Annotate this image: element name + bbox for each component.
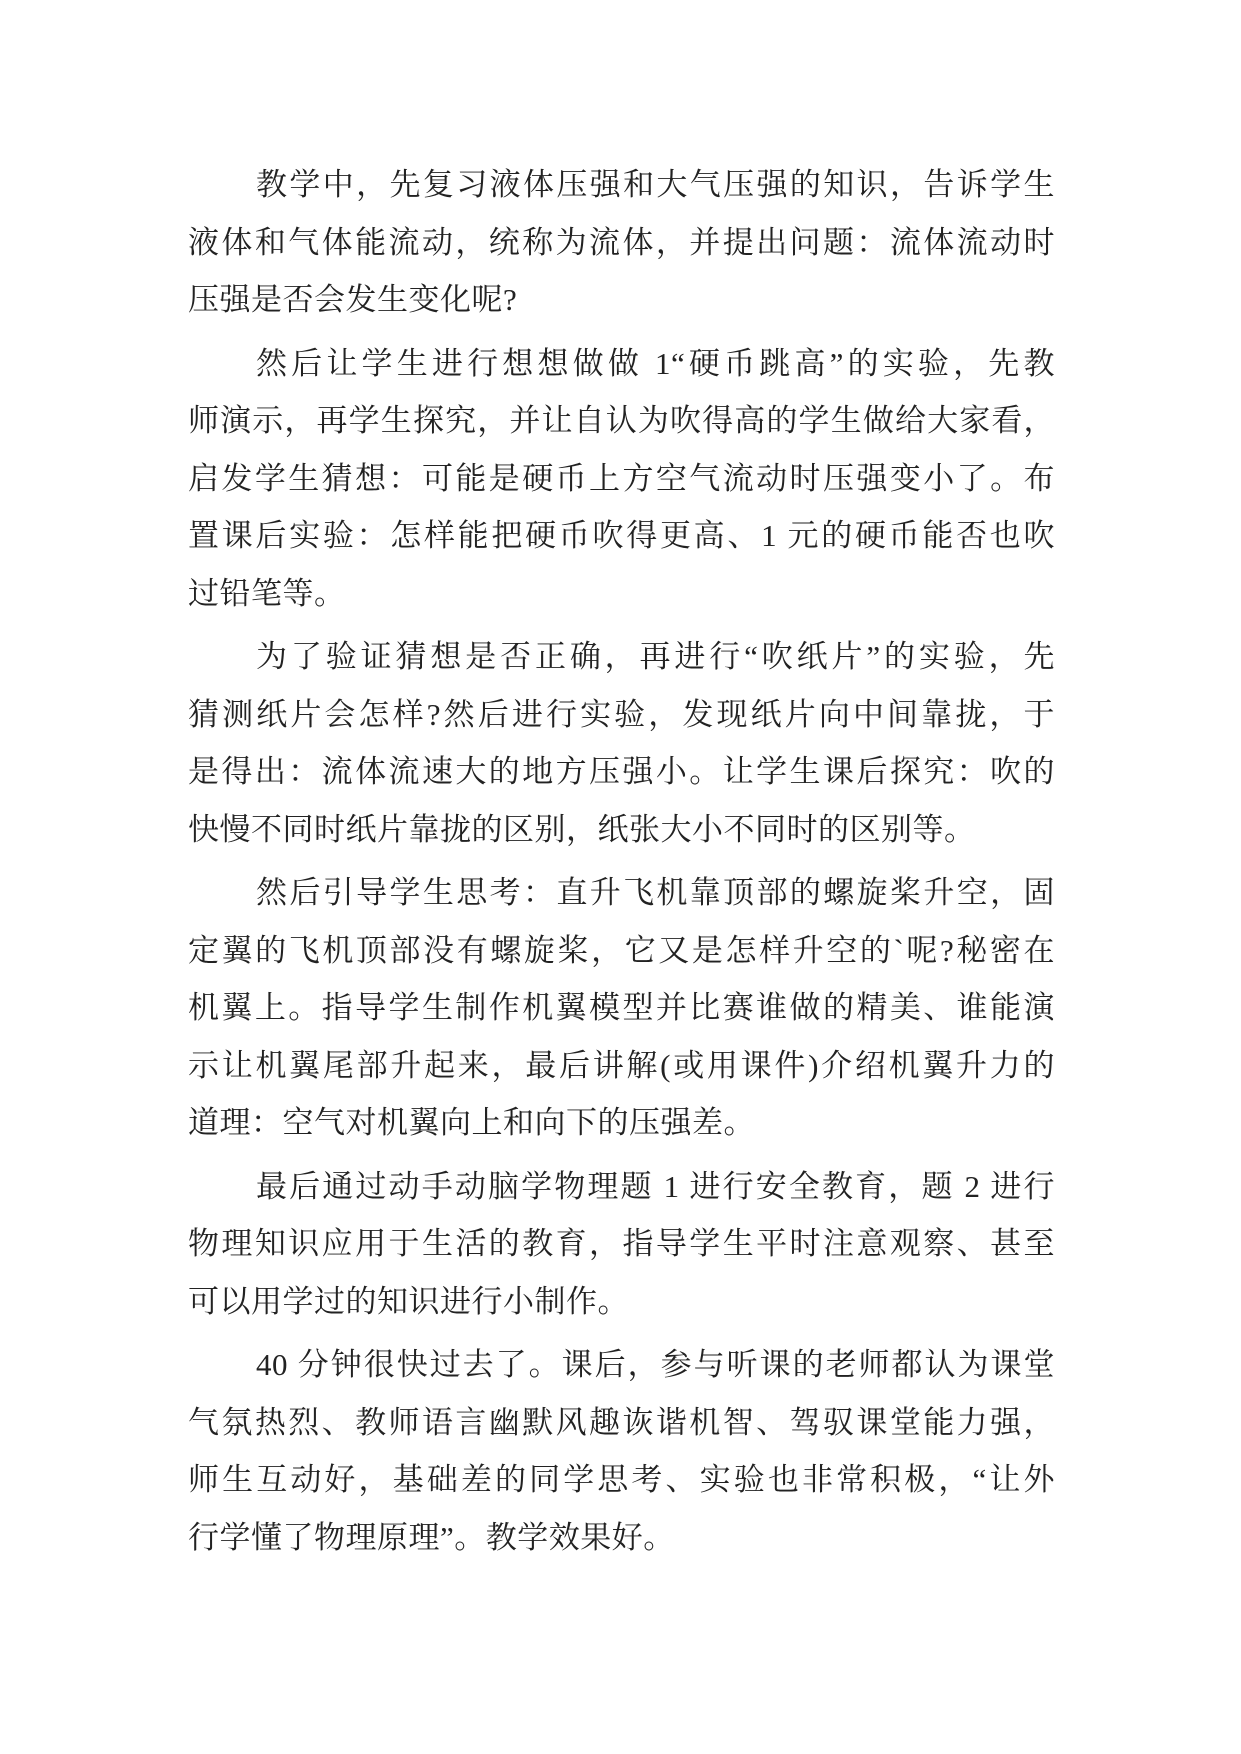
paragraph-line: 教学中，先复习液体压强和大气压强的知识，告诉学生: [256, 167, 1055, 202]
paragraph-line: 启发学生猜想：可能是硬币上方空气流动时压强变小了。布: [188, 460, 1055, 496]
paragraph-line: 置课后实验：怎样能把硬币吹得更高、1 元的硬币能否也吹: [188, 518, 1055, 553]
paragraph-line: 压强是否会发生变化呢?: [188, 282, 518, 317]
paragraph: [188, 1336, 1055, 1566]
paragraph-line: 定翼的飞机顶部没有螺旋桨，它又是怎样升空的`呢?秘密在: [188, 932, 1055, 968]
paragraph-line: 液体和气体能流动，统称为流体，并提出问题：流体流动时: [188, 224, 1055, 260]
paragraph: [188, 1158, 1055, 1331]
paragraph-line: 师演示，再学生探究，并让自认为吹得高的学生做给大家看，: [188, 403, 1055, 438]
paragraph-line: 然后让学生进行想想做做 1“硬币跳高”的实验，先教: [256, 345, 1055, 381]
paragraph-line: 示让机翼尾部升起来，最后讲解(或用课件)介绍机翼升力的: [188, 1047, 1055, 1083]
paragraph: [188, 156, 1055, 329]
paragraph-line: 为了验证猜想是否正确，再进行“吹纸片”的实验，先: [256, 639, 1055, 674]
paragraph-line: 快慢不同时纸片靠拢的区别，纸张大小不同时的区别等。: [188, 811, 976, 847]
paragraph-line: 最后通过动手动脑学物理题 1 进行安全教育，题 2 进行: [256, 1168, 1055, 1204]
paragraph: [188, 628, 1055, 858]
paragraph-line: 然后引导学生思考：直升飞机靠顶部的螺旋桨升空，固: [256, 875, 1055, 910]
paragraph: [188, 864, 1055, 1152]
paragraph-line: 是得出：流体流速大的地方压强小。让学生课后探究：吹的: [188, 754, 1055, 789]
paragraph-line: 40 分钟很快过去了。课后，参与听课的老师都认为课堂: [256, 1347, 1055, 1382]
paragraph-line: 猜测纸片会怎样?然后进行实验，发现纸片向中间靠拢，于: [188, 696, 1055, 732]
paragraph-line: 过铅笔等。: [188, 575, 346, 611]
paragraph-line: 物理知识应用于生活的教育，指导学生平时注意观察、甚至: [188, 1226, 1055, 1261]
paragraph-line: 气氛热烈、教师语言幽默风趣诙谐机智、驾驭课堂能力强，: [188, 1404, 1055, 1440]
paragraph: [188, 335, 1055, 623]
paragraph-line: 道理：空气对机翼向上和向下的压强差。: [188, 1105, 755, 1140]
paragraph-line: 师生互动好，基础差的同学思考、实验也非常积极，“让外: [188, 1462, 1055, 1497]
paragraph-line: 行学懂了物理原理”。教学效果好。: [188, 1519, 675, 1555]
paragraph-line: 机翼上。指导学生制作机翼模型并比赛谁做的精美、谁能演: [188, 990, 1055, 1025]
paragraph-line: 可以用学过的知识进行小制作。: [188, 1283, 629, 1319]
